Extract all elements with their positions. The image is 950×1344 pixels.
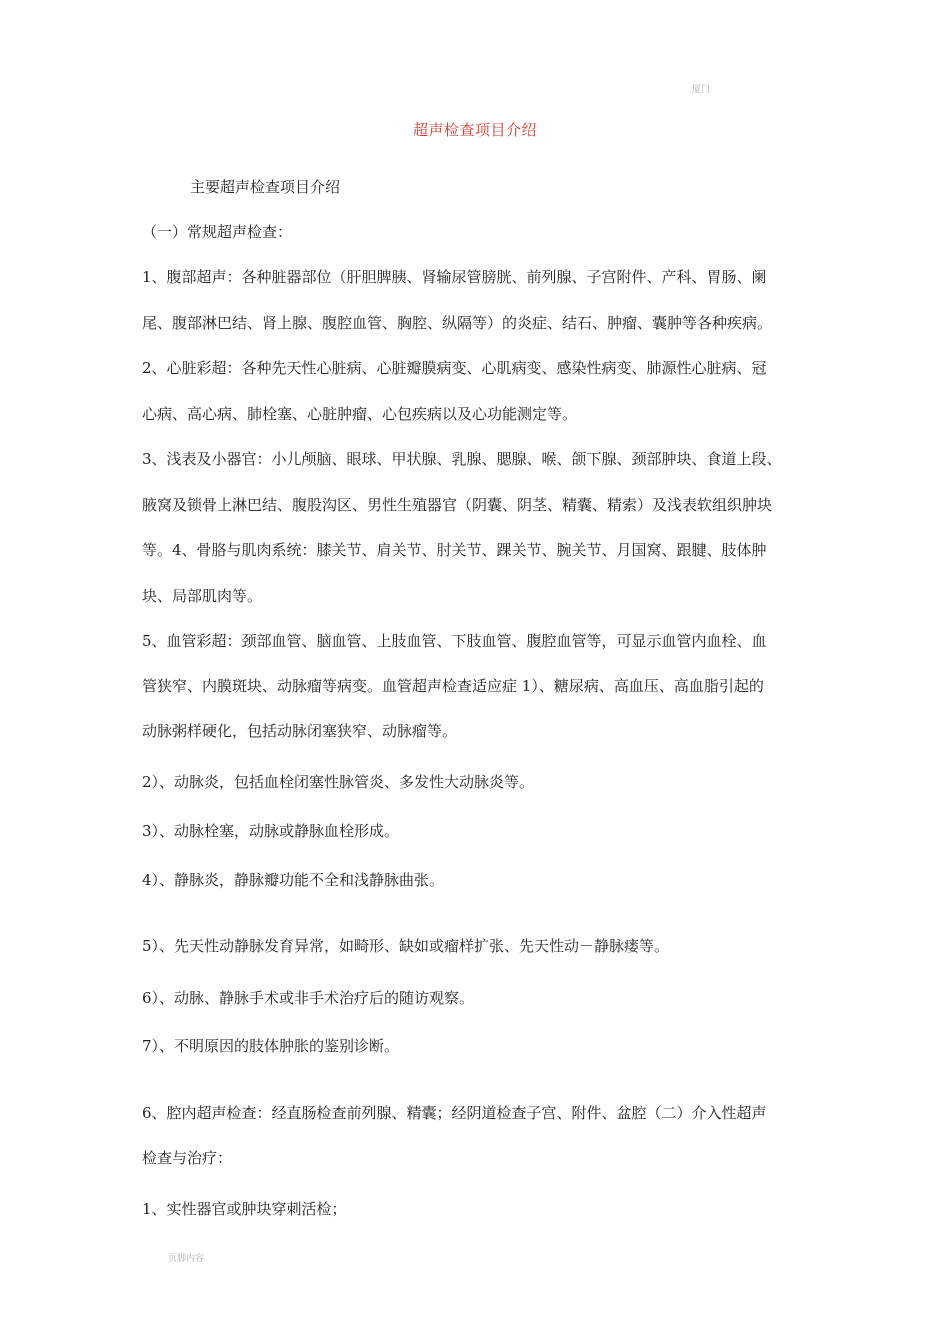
paragraph-line: 主要超声检查项目介绍 bbox=[190, 178, 341, 196]
paragraph-line: 尾、腹部淋巴结、肾上腺、腹腔血管、胸腔、纵隔等）的炎症、结石、肿瘤、囊肿等各种疾病。 bbox=[142, 314, 773, 332]
footer-note: 页脚内容 bbox=[168, 1254, 205, 1264]
paragraph-line: 等。4、骨胳与肌肉系统：膝关节、肩关节、肘关节、踝关节、腕关节、月国窝、跟腱、肢体肿 bbox=[142, 541, 767, 559]
paragraph-line: 检查与治疗： bbox=[142, 1149, 233, 1167]
paragraph-line: 2）、动脉炎，包括血栓闭塞性脉管炎、多发性大动脉炎等。 bbox=[142, 773, 535, 791]
paragraph-line: 动脉粥样硬化，包括动脉闭塞狭窄、动脉瘤等。 bbox=[142, 722, 458, 740]
paragraph-line: 6、腔内超声检查：经直肠检查前列腺、精囊；经阴道检查子宫、附件、盆腔（二）介入性超声 bbox=[142, 1104, 767, 1122]
header-note: 厦门 bbox=[692, 85, 711, 95]
paragraph-line: 5、血管彩超：颈部血管、脑血管、上肢血管、下肢血管、腹腔血管等，可显示血管内血栓、血 bbox=[142, 632, 767, 650]
paragraph-line: 4）、静脉炎，静脉瓣功能不全和浅静脉曲张。 bbox=[142, 871, 445, 889]
document-title: 超声检查项目介绍 bbox=[412, 121, 537, 139]
paragraph-line: 3、浅表及小器官：小儿颅脑、眼球、甲状腺、乳腺、腮腺、喉、颌下腺、颈部肿块、食道上段、 bbox=[142, 450, 782, 468]
paragraph-line: 7）、不明原因的肢体肿胀的鉴别诊断。 bbox=[142, 1037, 400, 1055]
paragraph-line: 腋窝及锁骨上淋巴结、腹股沟区、男性生殖器官（阴囊、阴茎、精囊、精索）及浅表软组织肿块 bbox=[142, 496, 773, 514]
paragraph-line: 1、实性器官或肿块穿刺活检； bbox=[142, 1200, 347, 1218]
paragraph-line: 块、局部肌肉等。 bbox=[142, 587, 263, 605]
paragraph-line: 3）、动脉栓塞，动脉或静脉血栓形成。 bbox=[142, 822, 400, 840]
paragraph-line: 1、腹部超声：各种脏器部位（肝胆脾胰、肾输尿管膀胱、前列腺、子宫附件、产科、胃肠、阑 bbox=[142, 268, 767, 286]
paragraph-line: 管狭窄、内膜斑块、动脉瘤等病变。血管超声检查适应症 1）、糖尿病、高血压、高血脂引起的 bbox=[142, 677, 764, 695]
paragraph-line: 5）、先天性动静脉发育异常，如畸形、缺如或瘤样扩张、先天性动－静脉瘘等。 bbox=[142, 937, 670, 955]
paragraph-line: 2、心脏彩超：各种先天性心脏病、心脏瓣膜病变、心肌病变、感染性病变、肺源性心脏病、冠 bbox=[142, 359, 767, 377]
paragraph-line: 6）、动脉、静脉手术或非手术治疗后的随访观察。 bbox=[142, 989, 475, 1007]
paragraph-line: （一）常规超声检查： bbox=[142, 223, 293, 241]
paragraph-line: 心病、高心病、肺栓塞、心脏肿瘤、心包疾病以及心功能测定等。 bbox=[142, 405, 578, 423]
